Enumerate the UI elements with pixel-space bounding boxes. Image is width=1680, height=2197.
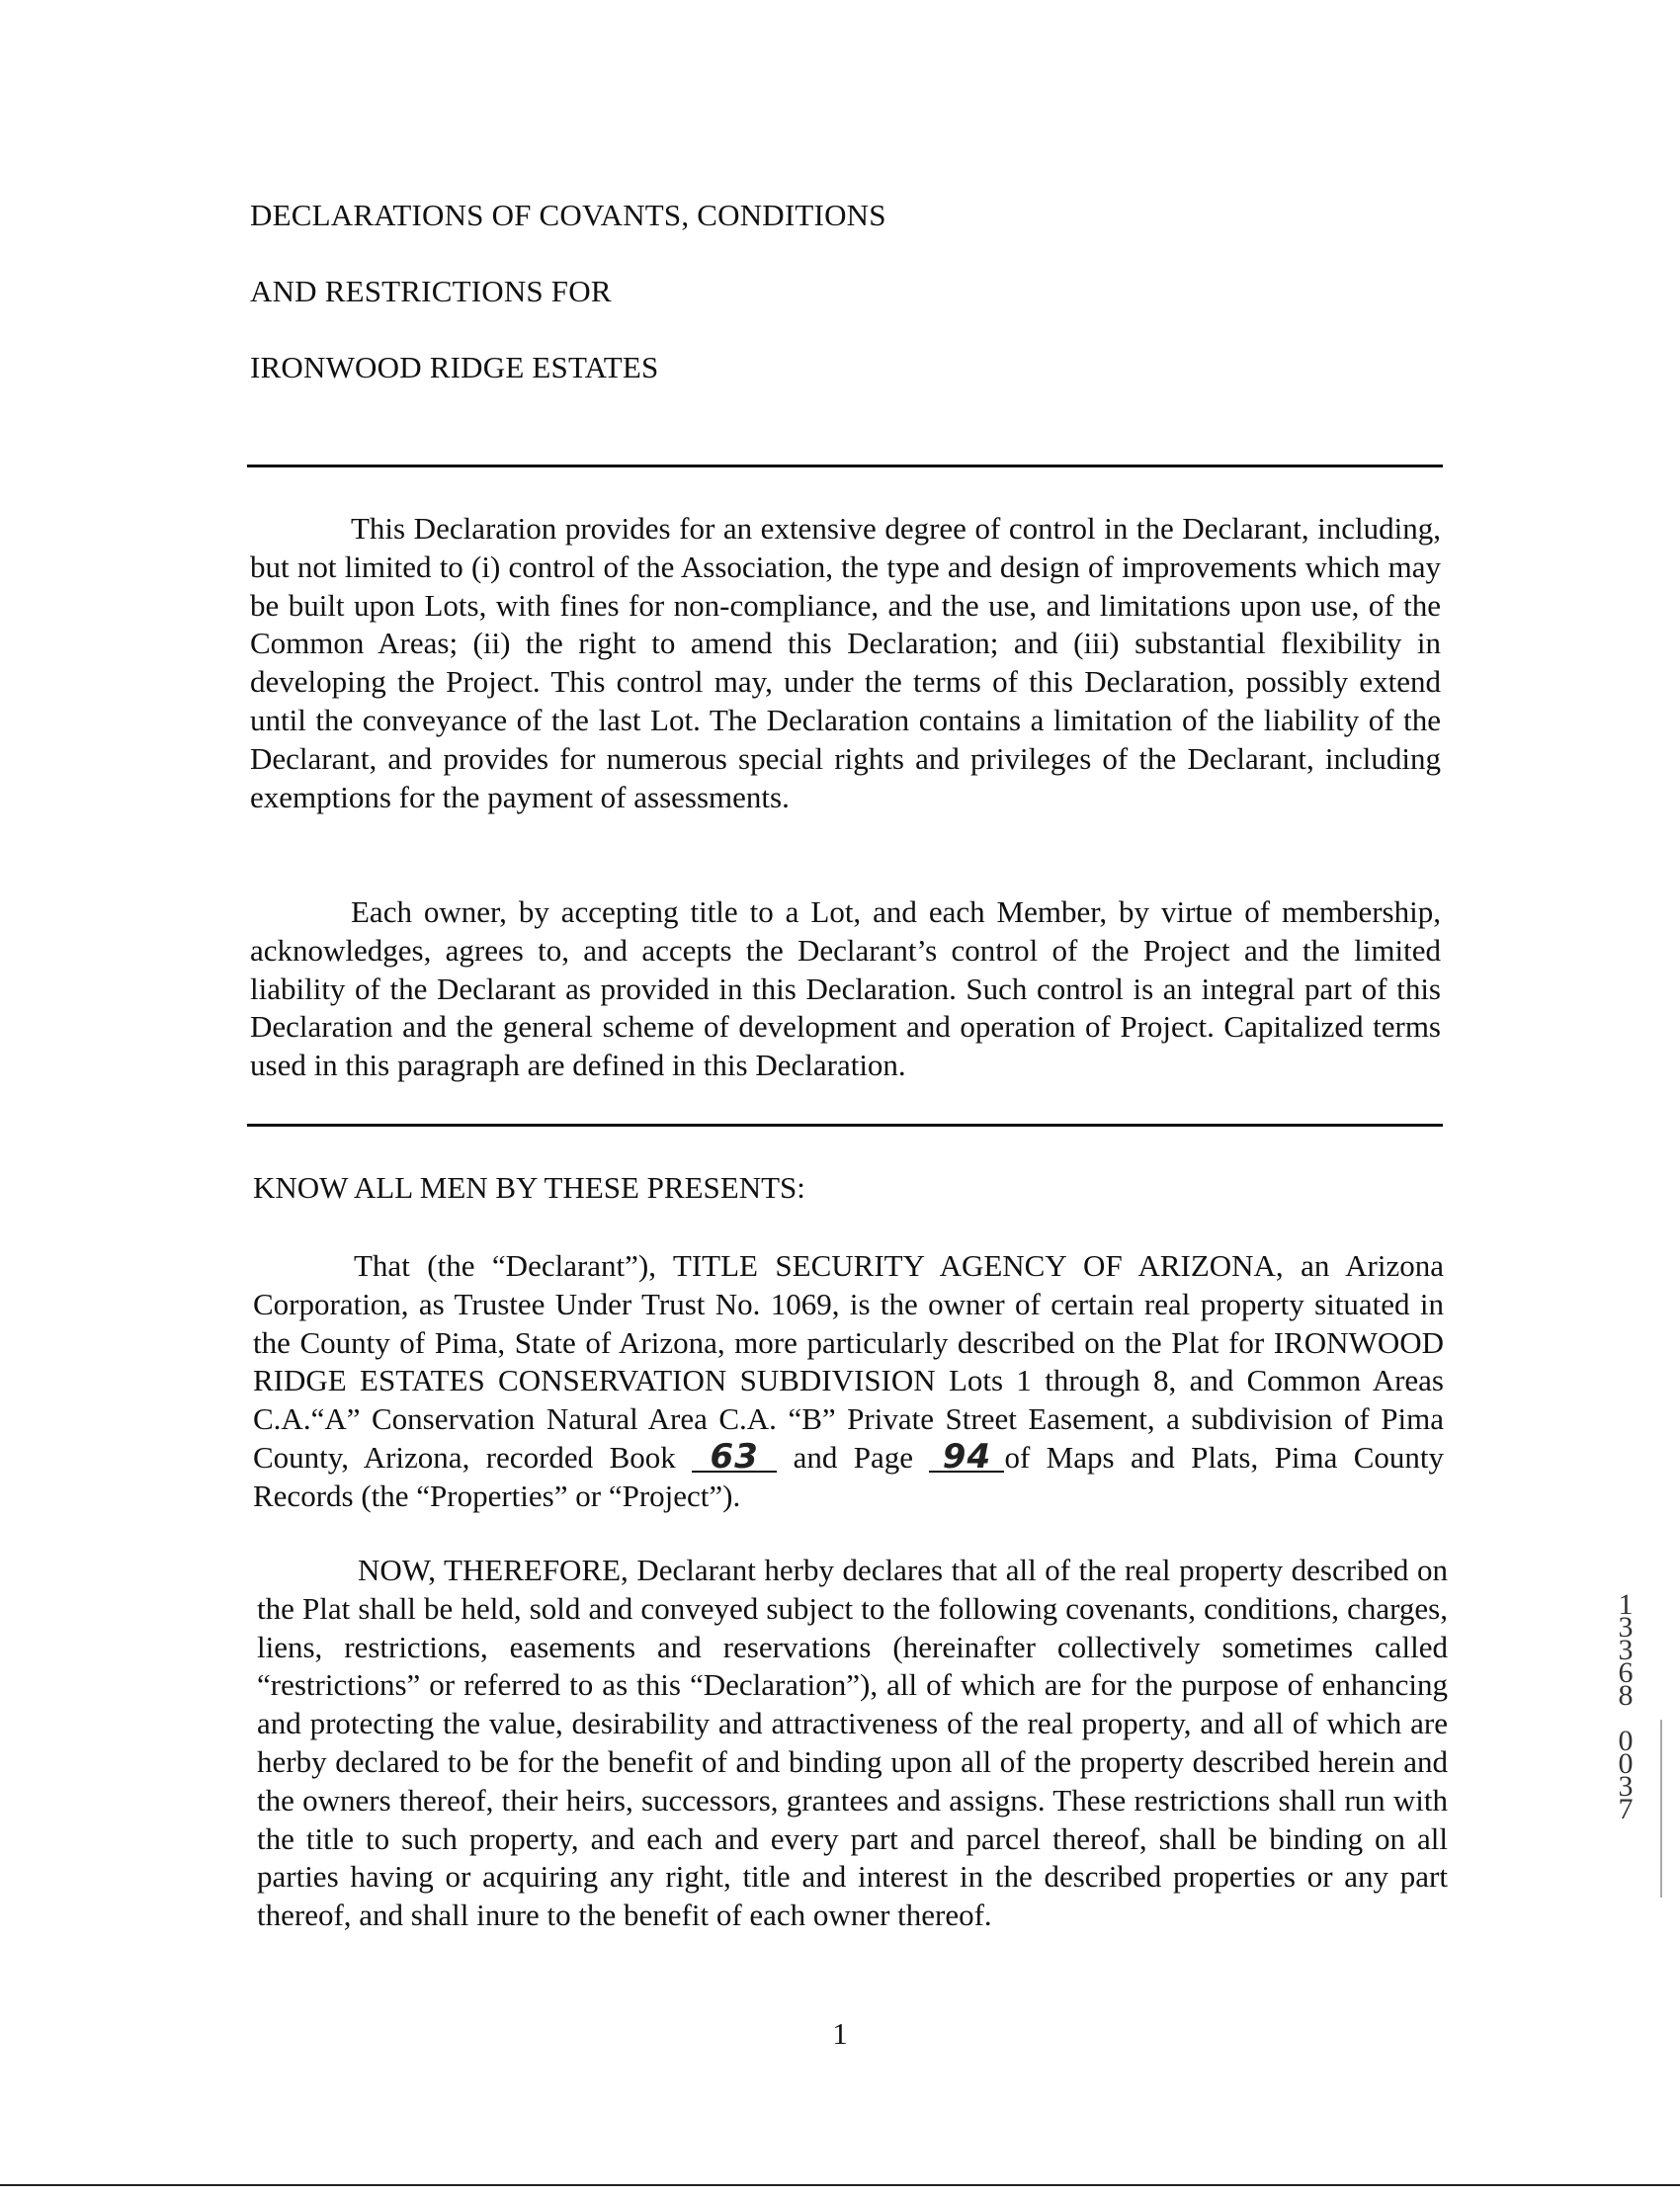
title-line-1: DECLARATIONS OF COVANTS, CONDITIONS: [250, 198, 886, 232]
recitals-paragraph-2-text: NOW, THEREFORE, Declarant herby declares that all of the real property described on the Plat shall be held, sold and conveyed subject to the following covenants, conditions, charges, liens, restrictions, easements and reservations (hereinafter collectively sometimes called “restrictions” or referred to as this “Declaration”), all of which are for the purpose of enhancing and protecting the value, desirability and attractiveness of the real property, and all of which are herby declared to be for the benefit of and binding upon all of the property described herein and the owners thereof, their heirs, successors, grantees and assigns. These restrictions shall run with the title to such property, and each and every part and parcel thereof, shall be binding on all parties having or acquiring any right, title and interest in the described properties or any part thereof, and shall inure to the benefit of each owner thereof.: [257, 1553, 1448, 1933]
notice-bottom-rule: [247, 1124, 1443, 1127]
recitals-paragraph-1-text-c: of Maps and Plats, Pima County Records (the “Properties” or “Project”).: [253, 1439, 1445, 1513]
notice-paragraph-1: [250, 510, 1441, 816]
notice-paragraph-2: [250, 893, 1441, 1085]
notice-paragraph-2-text: Each owner, by accepting title to a Lot, and each Member, by virtue of membership, acknowledges, agrees to, and accepts the Declarant’s control of the Project and the limited liability of the Declarant as provided in this Declaration. Such control is an integral part of this Declaration and the general scheme of development and operation of Project. Capitalized terms used in this paragraph are defined in this Declaration.: [250, 894, 1441, 1083]
recitals-heading: KNOW ALL MEN BY THESE PRESENTS:: [253, 1170, 805, 1205]
scan-margin-mark: [1660, 1720, 1662, 1898]
recording-stamp: [1608, 1588, 1643, 1825]
recording-stamp-text: 1 3 3 6 8 0 0 3 7: [1618, 1588, 1634, 1825]
recitals-paragraph-1-text-a: That (the “Declarant”), TITLE SECURITY AGENCY OF ARIZONA, an Arizona Corporation, as Trustee Under Trust No. 1069, is the owner of certain real property situated in the County of Pima, State of Arizona, more particularly described on the Plat for IRONWOOD RIDGE ESTATES CONSERVATION SUBDIVISION Lots 1 through 8, and Common Areas C.A.“A” Conservation Natural Area C.A. “B” Private Street Easement, a subdivision of Pima County, Arizona, recorded Book: [253, 1248, 1444, 1475]
scan-edge-line: [0, 2184, 1680, 2186]
book-number-handwritten: 63: [692, 1443, 777, 1473]
title-line-2: AND RESTRICTIONS FOR: [250, 274, 612, 308]
notice-top-rule: [247, 465, 1443, 467]
recitals-paragraph-1-text-b: and Page: [793, 1439, 914, 1475]
title-line-3: IRONWOOD RIDGE ESTATES: [250, 350, 659, 384]
page-number: 1: [832, 2016, 848, 2051]
recitals-paragraph-1: [253, 1247, 1444, 1516]
notice-paragraph-1-text: This Declaration provides for an extensive degree of control in the Declarant, including, but not limited to (i) control of the Association, the type and design of improvements which may be built upon Lots, with fines for non-compliance, and the use, and limitations upon use, of the Common Areas; (ii) the right to amend this Declaration; and (iii) substantial flexibility in developing the Project. This control may, under the terms of this Declaration, possibly extend until the conveyance of the last Lot. The Declaration contains a limitation of the liability of the Declarant, and provides for numerous special rights and privileges of the Declarant, including exemptions for the payment of assessments.: [250, 511, 1441, 814]
page-number-handwritten: 94: [929, 1443, 1004, 1473]
recitals-paragraph-2: [257, 1552, 1448, 1935]
